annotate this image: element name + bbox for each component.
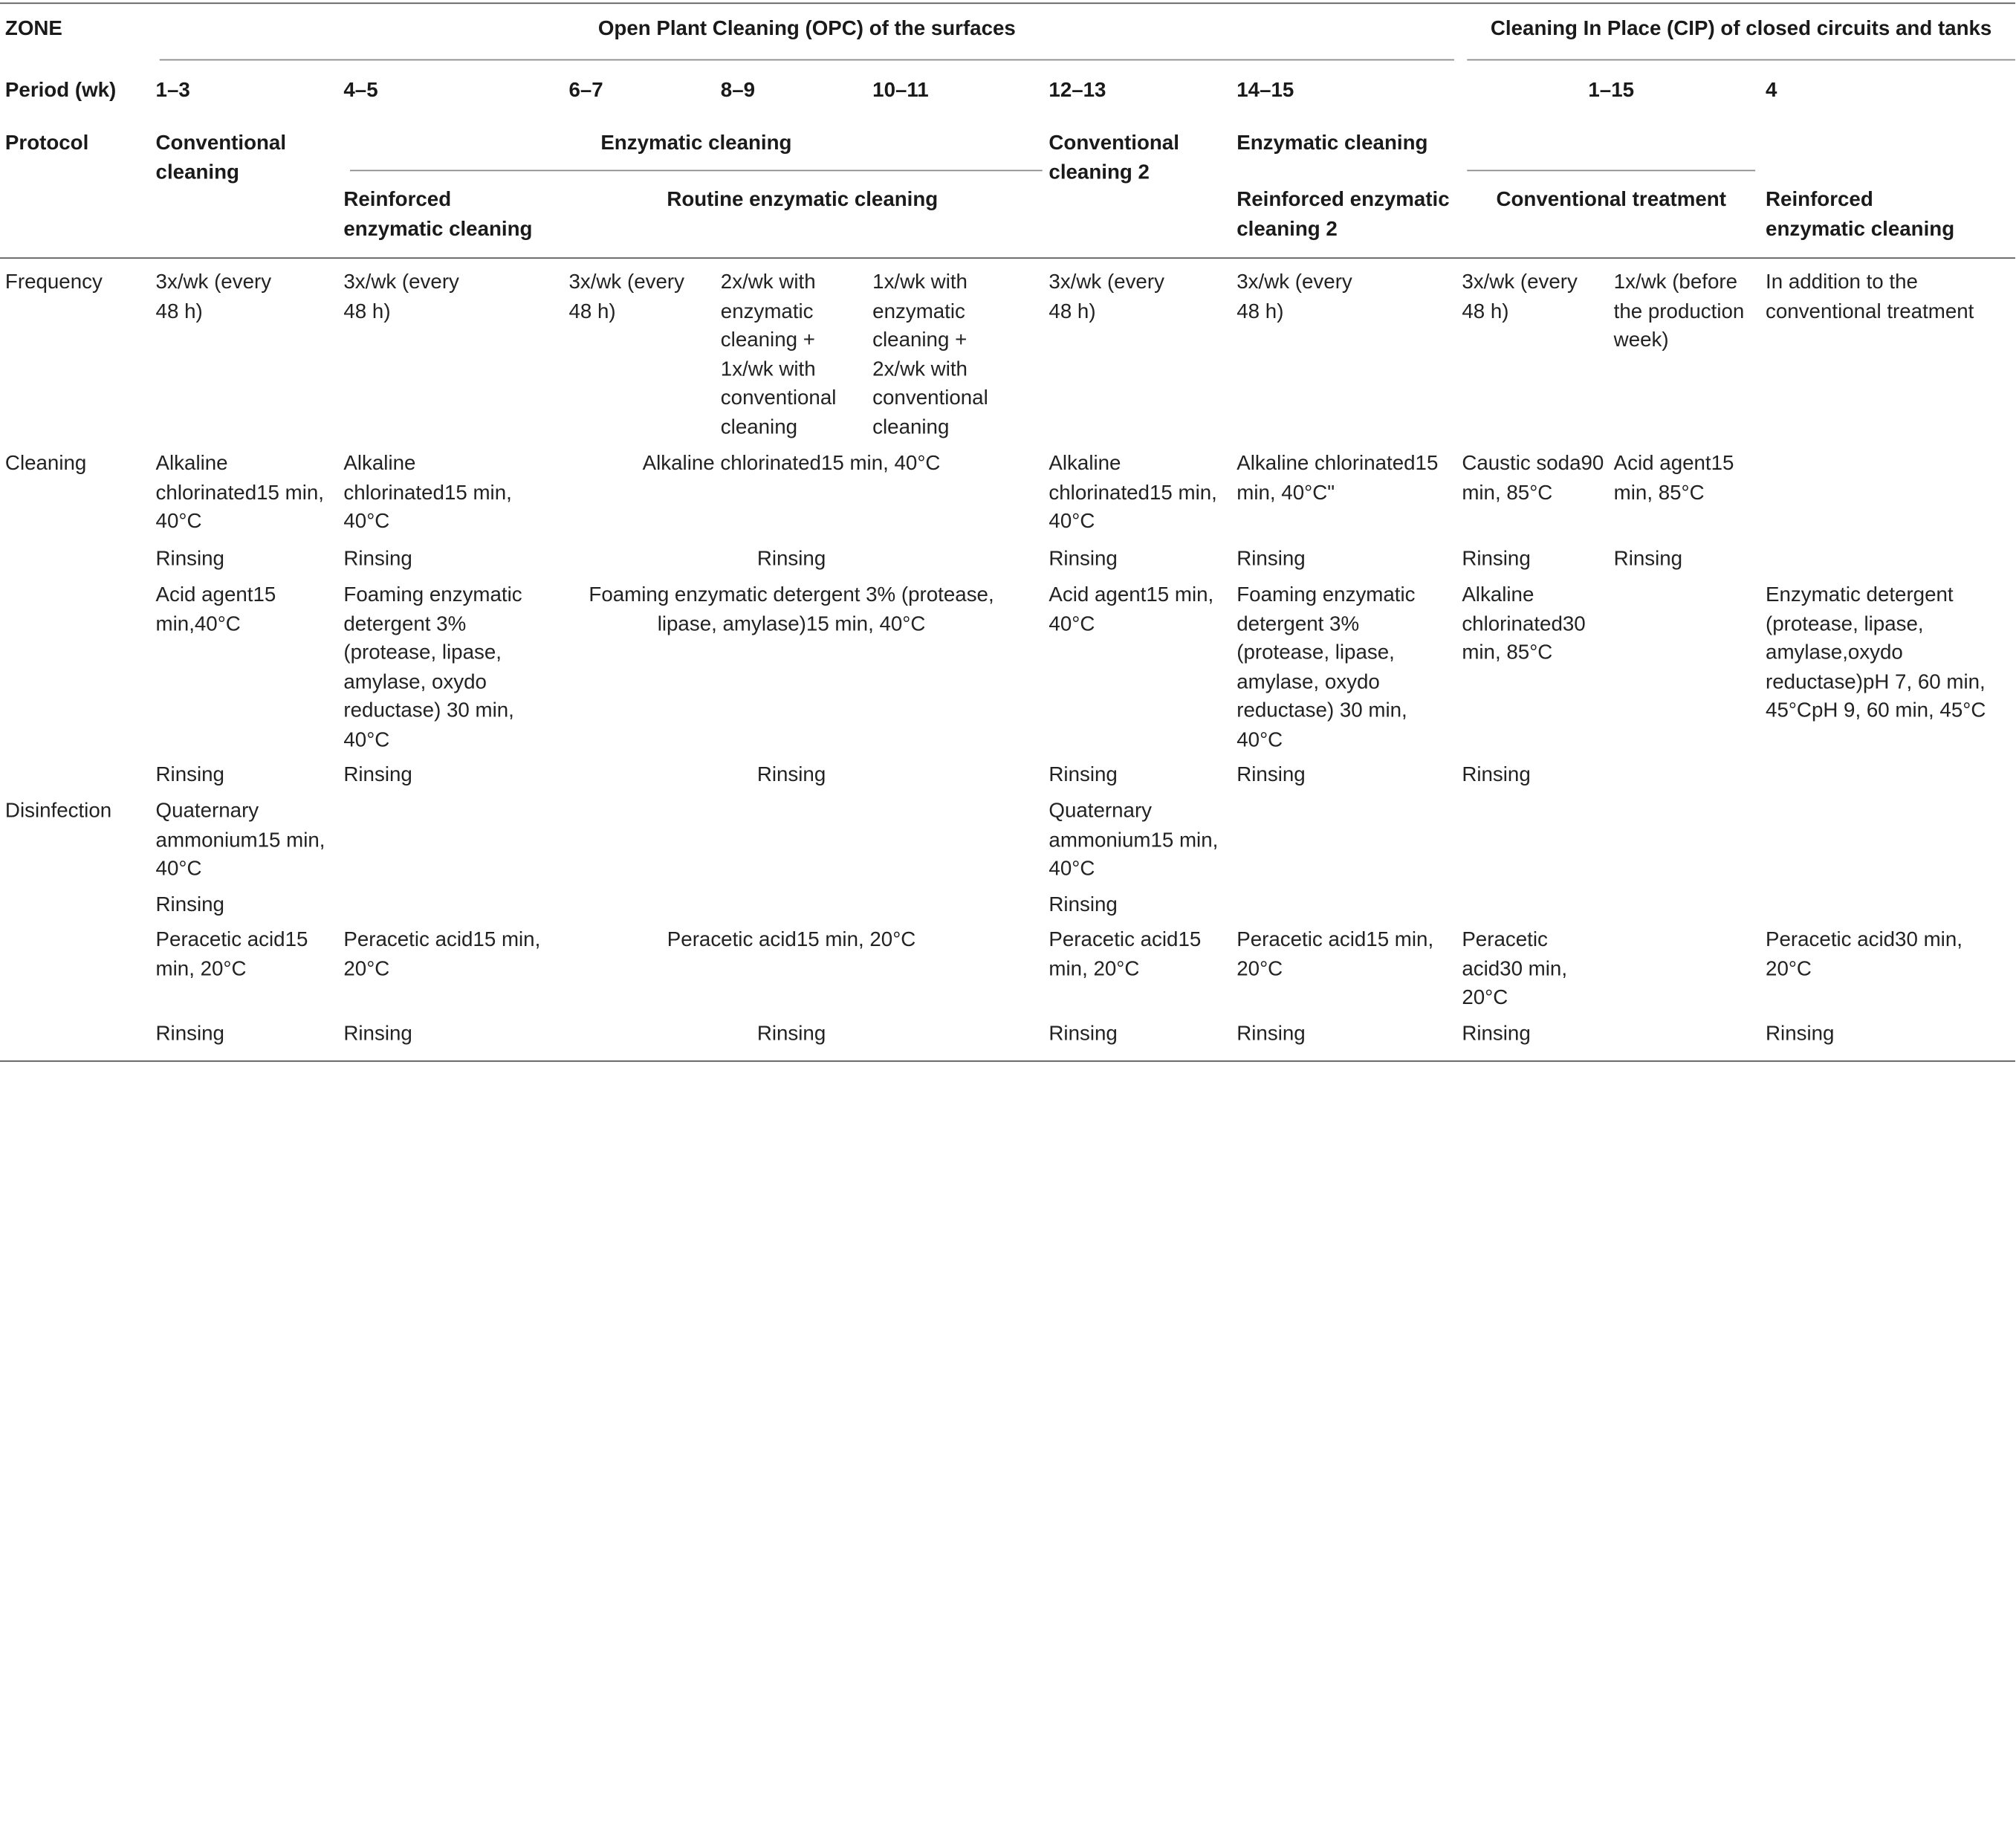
disinfection-cell: Peracetic acid15 min, 20°C: [1236, 929, 1434, 980]
cleaning-cell: Acid agent15 min, 85°C: [1613, 453, 1734, 504]
frequency-cell: 3x/wk (every 48 h): [343, 271, 459, 323]
opc-title: Open Plant Cleaning (OPC) of the surfaces: [597, 18, 1016, 40]
frequency-cell: 3x/wk (every 48 h): [1462, 271, 1578, 323]
disinfection-cell: Peracetic acid15 min, 20°C: [155, 929, 308, 980]
rinsing-cell: Rinsing: [1236, 1023, 1306, 1046]
disinfection-cell: Peracetic acid15 min, 20°C: [1048, 929, 1202, 980]
period-10-11: 10–11: [872, 80, 929, 102]
disinfection-cell: Quaternary ammonium15 min, 40°C: [1048, 800, 1219, 881]
rinsing-cell: Rinsing: [155, 1023, 224, 1046]
protocol-routine-enzymatic: Routine enzymatic cleaning: [667, 189, 939, 212]
frequency-cell: 1x/wk (before the production week): [1613, 271, 1745, 352]
period-12-13: 12–13: [1048, 80, 1106, 102]
period-8-9: 8–9: [720, 80, 756, 102]
cip-title: Cleaning In Place (CIP) of closed circuits and tanks: [1490, 18, 1992, 40]
rinsing-cell: Rinsing: [343, 764, 412, 787]
cleaning-label: Cleaning: [4, 453, 87, 476]
disinfection-cell: Quaternary ammonium15 min, 40°C: [155, 800, 325, 881]
disinfection-label: Disinfection: [4, 800, 112, 823]
rinsing-cell: Rinsing: [1236, 548, 1306, 571]
disinfection-cell: Peracetic acid30 min, 20°C: [1766, 929, 1962, 980]
rinsing-cell: Rinsing: [1766, 1023, 1835, 1046]
header-bottom-rule: [0, 257, 2015, 259]
rinsing-cell: Rinsing: [155, 894, 224, 917]
period-label: Period (wk): [4, 80, 117, 102]
protocol-enzymatic-cleaning-b: Enzymatic cleaning: [1236, 132, 1428, 155]
disinfection-cell: Peracetic acid30 min, 20°C: [1462, 929, 1568, 1009]
cleaning-cell: Foaming enzymatic detergent 3% (protease, lipase, amylase)15 min, 40°C: [589, 584, 994, 635]
rinsing-cell: Rinsing: [343, 548, 412, 571]
conventional-treatment-overline: [1467, 170, 1755, 172]
opc-header-underline: [160, 59, 1454, 61]
table-top-rule: [0, 2, 2015, 4]
rinsing-cell: Rinsing: [756, 1023, 826, 1046]
frequency-cell: 1x/wk with enzymatic cleaning + 2x/wk with conventional cleaning: [872, 271, 988, 438]
frequency-cell: In addition to the conventional treatment: [1766, 271, 1974, 323]
period-4-5: 4–5: [343, 80, 378, 102]
disinfection-cell: Peracetic acid15 min, 20°C: [667, 929, 916, 951]
cleaning-cell: Enzymatic detergent (protease, lipase, amylase,oxydo reductase)pH 7, 60 min, 45°CpH 9, 60 min, 45°C: [1766, 584, 1986, 722]
enzymatic-cleaning-underline: [350, 170, 1043, 172]
frequency-cell: 3x/wk (every 48 h): [155, 271, 272, 323]
protocol-conventional-treatment: Conventional treatment: [1496, 189, 1726, 212]
cleaning-cell: Caustic soda90 min, 85°C: [1462, 453, 1604, 504]
rinsing-cell: Rinsing: [1613, 548, 1683, 571]
cleaning-cell: Acid agent15 min,40°C: [155, 584, 276, 635]
period-cip-4: 4: [1766, 80, 1777, 102]
frequency-cell: 3x/wk (every 48 h): [568, 271, 684, 323]
rinsing-cell: Rinsing: [1048, 548, 1118, 571]
frequency-cell: 2x/wk with enzymatic cleaning + 1x/wk with conventional cleaning: [720, 271, 837, 438]
protocol-reinforced-enzymatic: Reinforced enzymatic cleaning: [343, 189, 533, 240]
zone-header: ZONE: [4, 18, 62, 40]
protocol-conventional-cleaning-2: Conventional cleaning 2: [1048, 132, 1179, 184]
period-14-15: 14–15: [1236, 80, 1294, 102]
disinfection-cell: Peracetic acid15 min, 20°C: [343, 929, 541, 980]
cip-header-underline: [1467, 59, 2015, 61]
protocol-cip-reinforced-enzymatic: Reinforced enzymatic cleaning: [1766, 189, 1955, 240]
frequency-cell: 3x/wk (every 48 h): [1048, 271, 1164, 323]
rinsing-cell: Rinsing: [1462, 1023, 1531, 1046]
rinsing-cell: Rinsing: [756, 764, 826, 787]
rinsing-cell: Rinsing: [1462, 764, 1531, 787]
protocol-reinforced-enzymatic-2: Reinforced enzymatic cleaning 2: [1236, 189, 1450, 240]
rinsing-cell: Rinsing: [155, 764, 224, 787]
period-6-7: 6–7: [568, 80, 603, 102]
protocol-enzymatic-cleaning: Enzymatic cleaning: [600, 132, 792, 155]
cleaning-cell: Alkaline chlorinated30 min, 85°C: [1462, 584, 1586, 664]
rinsing-cell: Rinsing: [1048, 894, 1118, 917]
rinsing-cell: Rinsing: [1462, 548, 1531, 571]
cleaning-cell: Alkaline chlorinated15 min, 40°C: [343, 453, 512, 533]
cleaning-cell: Alkaline chlorinated15 min, 40°C: [155, 453, 324, 533]
cleaning-cell: Foaming enzymatic detergent 3% (protease, lipase, amylase, oxydo reductase) 30 min, 40°C: [1236, 584, 1416, 751]
rinsing-cell: Rinsing: [1048, 1023, 1118, 1046]
cleaning-cell: Alkaline chlorinated15 min, 40°C": [1236, 453, 1439, 504]
rinsing-cell: Rinsing: [343, 1023, 412, 1046]
period-1-3: 1–3: [155, 80, 190, 102]
cleaning-cell: Alkaline chlorinated15 min, 40°C: [642, 453, 941, 476]
rinsing-cell: Rinsing: [1048, 764, 1118, 787]
rinsing-cell: Rinsing: [756, 548, 826, 571]
cleaning-cell: Foaming enzymatic detergent 3% (protease, lipase, amylase, oxydo reductase) 30 min, 40°C: [343, 584, 522, 751]
rinsing-cell: Rinsing: [1236, 764, 1306, 787]
rinsing-cell: Rinsing: [155, 548, 224, 571]
frequency-cell: 3x/wk (every 48 h): [1236, 271, 1352, 323]
table-bottom-rule: [0, 1060, 2015, 1062]
cleaning-cell: Acid agent15 min, 40°C: [1048, 584, 1214, 635]
cleaning-cell: Alkaline chlorinated15 min, 40°C: [1048, 453, 1217, 533]
protocol-label: Protocol: [4, 132, 89, 155]
frequency-label: Frequency: [4, 271, 103, 294]
period-cip-1-15: 1–15: [1588, 80, 1635, 102]
protocol-conventional-cleaning: Conventional cleaning: [155, 132, 287, 184]
